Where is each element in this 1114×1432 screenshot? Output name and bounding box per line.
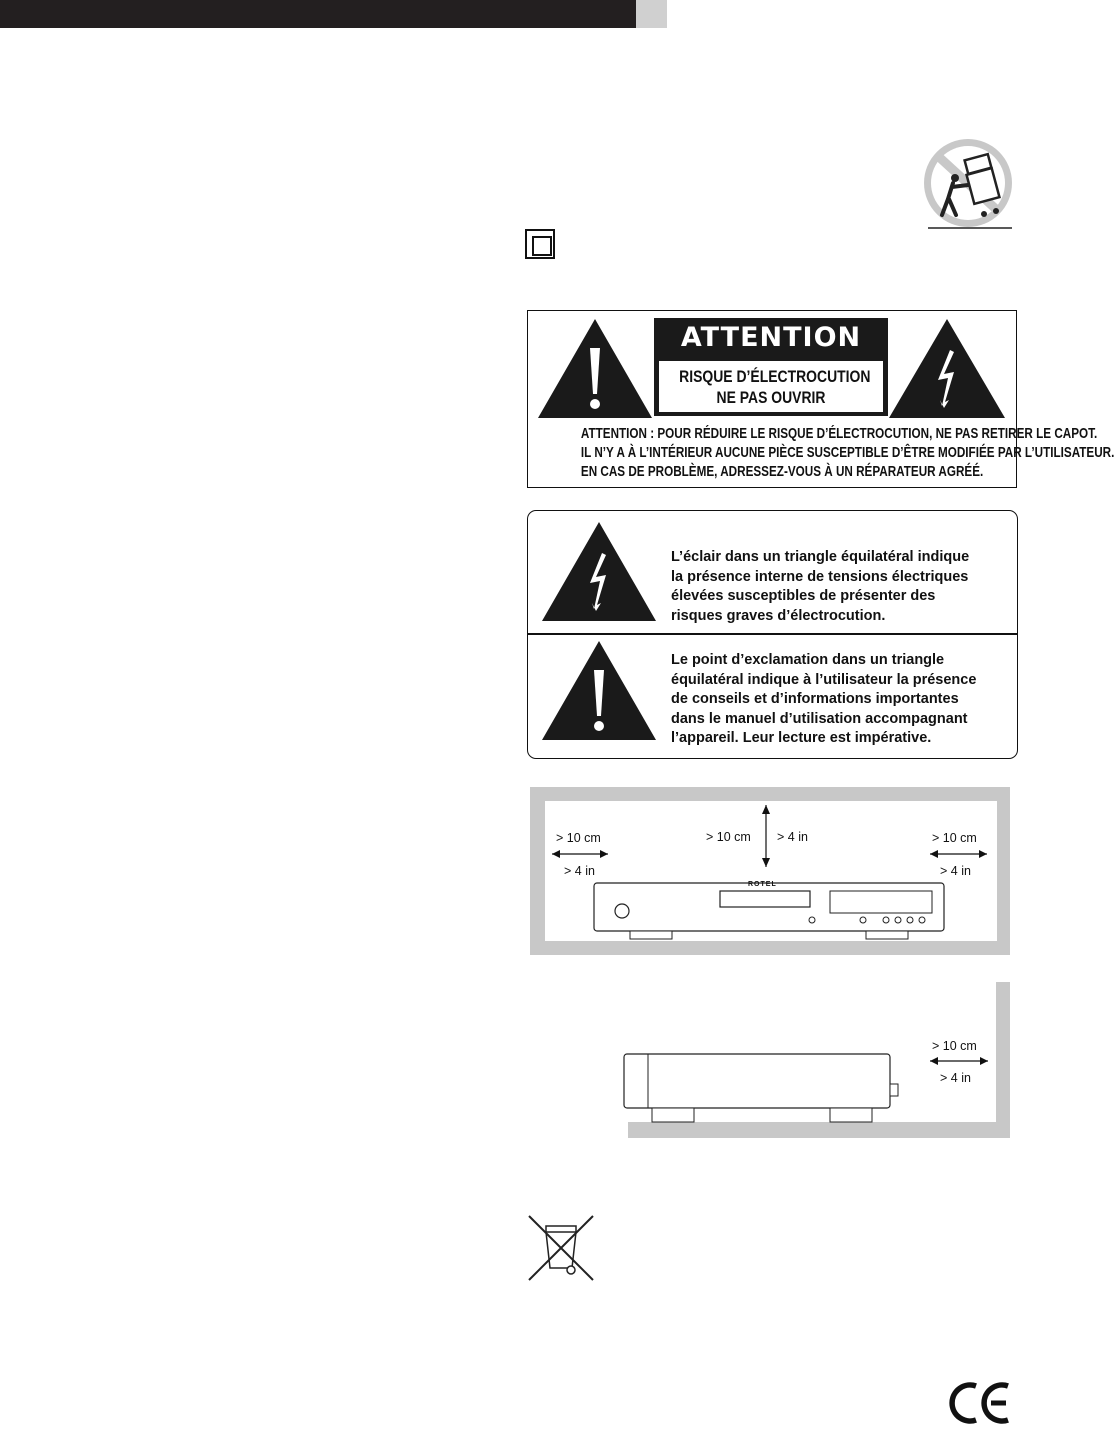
symbols-divider <box>527 633 1018 635</box>
attention-title: ATTENTION <box>680 322 862 353</box>
explanation-line: dans le manuel d’utilisation accompagnant <box>671 710 968 727</box>
exclamation-triangle-icon <box>537 318 653 419</box>
header-bar <box>0 0 636 28</box>
attention-body-line: EN CAS DE PROBLÈME, ADRESSEZ-VOUS À UN RÉPARATEUR AGRÉÉ. <box>580 463 984 480</box>
weee-bin-icon <box>526 1214 596 1282</box>
front-clearance-diagram <box>530 787 1010 955</box>
explanation-line: risques graves d’électrocution. <box>671 607 886 624</box>
explanation-line: L’éclair dans un triangle équilatéral indique <box>671 549 970 565</box>
attention-body-line: IL N’Y A À L’INTÉRIEUR AUCUNE PIÈCE SUSCEPTIBLE D’ÊTRE MODIFIÉE PAR L’UTILISATEUR. <box>580 444 1114 461</box>
attention-body-line: ATTENTION : POUR RÉDUIRE LE RISQUE D’ÉLECTROCUTION, NE PAS RETIRER LE CAPOT. <box>580 425 1098 442</box>
cart-warning-icon <box>918 137 1020 233</box>
exclamation-explanation <box>671 651 1011 749</box>
clearance-right-in: > 4 in <box>940 864 971 878</box>
lightning-triangle-icon <box>541 521 657 622</box>
attention-risk-text <box>679 366 871 408</box>
exclamation-triangle-icon <box>541 640 657 741</box>
side-clearance-diagram <box>600 982 1012 1138</box>
clearance-top-cm: > 10 cm <box>706 830 751 844</box>
ce-mark-icon <box>950 1380 1012 1426</box>
risk-line: NE PAS OUVRIR <box>716 388 826 407</box>
clearance-right-cm: > 10 cm <box>932 831 977 845</box>
lightning-triangle-icon <box>888 318 1006 419</box>
clearance-rear-in: > 4 in <box>940 1071 971 1085</box>
device-brand: ROTEL <box>748 881 777 888</box>
explanation-line: de conseils et d’informations importantes <box>671 691 959 708</box>
clearance-rear-cm: > 10 cm <box>932 1039 977 1053</box>
clearance-top-in: > 4 in <box>777 830 808 844</box>
explanation-line: l’appareil. Leur lecture est impérative. <box>671 730 932 747</box>
explanation-line: Le point d’exclamation dans un triangle <box>671 652 945 668</box>
header-tab <box>636 0 667 28</box>
explanation-line: élevées susceptibles de présenter des <box>671 588 936 605</box>
double-insulation-icon <box>525 229 555 259</box>
clearance-left-in: > 4 in <box>564 864 595 878</box>
attention-body <box>580 424 1114 481</box>
lightning-explanation <box>671 548 1011 626</box>
clearance-left-cm: > 10 cm <box>556 831 601 845</box>
explanation-line: la présence interne de tensions électriques <box>671 568 969 585</box>
risk-line: RISQUE D’ÉLECTROCUTION <box>679 367 871 386</box>
explanation-line: équilatéral indique à l’utilisateur la présence <box>671 671 977 688</box>
